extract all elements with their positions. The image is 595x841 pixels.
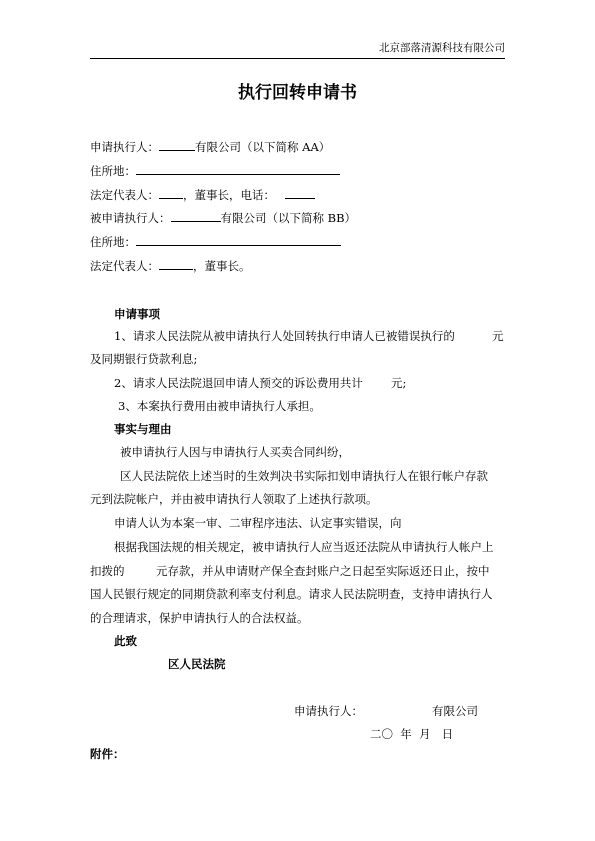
facts-paragraph: 的合理请求，保护申请执行人的合法权益。	[90, 611, 309, 625]
request-item-2: 2、请求人民法院退回申请人预交的诉讼费用共计	[114, 376, 363, 390]
rep-label: 法定代表人：	[90, 188, 159, 202]
facts-paragraph: 元存款，并从申请财产保全查封账户之日起至实际返还日止，按中	[156, 564, 490, 578]
request-item-1-unit: 元	[492, 329, 504, 343]
rep-name-blank	[159, 187, 183, 199]
signature-date: 二〇 年 月 日	[370, 727, 454, 741]
request-item-2-unit: 元;	[391, 376, 407, 390]
address-label: 住所地：	[90, 235, 136, 249]
respondent-suffix: 有限公司（以下简称 BB）	[220, 211, 357, 225]
request-item-3: 3、本案执行费用由被申请执行人承担。	[118, 399, 321, 413]
applicant-label: 申请执行人：	[90, 140, 159, 154]
facts-heading: 事实与理由	[114, 422, 172, 436]
applicant-address-line	[90, 163, 340, 179]
rep-end: ，董事长。	[193, 259, 251, 273]
facts-paragraph: 区人民法院依上述当时的生效判决书实际扣划申请执行人在银行帐户存款	[120, 469, 488, 483]
court-name: 区人民法院	[168, 657, 226, 671]
respondent-rep-line	[90, 258, 251, 274]
applicant-suffix: 有限公司（以下简称 AA）	[195, 140, 331, 154]
facts-paragraph: 国人民银行规定的同期贷款利率支付利息。请求人民法院明查，支持申请执行人	[90, 587, 493, 601]
rep-label: 法定代表人：	[90, 259, 159, 273]
address-blank	[136, 163, 340, 175]
request-item-1-cont: 及同期银行贷款利息;	[90, 352, 198, 366]
applicant-rep-line	[90, 187, 315, 203]
facts-paragraph: 被申请执行人因与申请执行人买卖合同纠纷，	[120, 445, 350, 459]
facts-paragraph: 申请人认为本案一审、二审程序违法、认定事实错误，向	[114, 516, 402, 530]
header-company: 北京部落清源科技有限公司	[379, 42, 505, 54]
respondent-name-blank	[171, 210, 221, 222]
respondent-label: 被申请执行人：	[90, 211, 171, 225]
applicant-line	[90, 139, 330, 155]
respondent-address-line	[90, 234, 341, 250]
rep-name-blank	[159, 258, 193, 270]
document-title: 执行回转申请书	[238, 83, 357, 103]
attachment-label: 附件：	[90, 747, 125, 761]
signature-company: 有限公司	[432, 704, 478, 718]
rep-mid: ，董事长，电话：	[183, 188, 275, 202]
salutation: 此致	[114, 634, 137, 648]
facts-paragraph: 根据我国法规的相关规定，被申请执行人应当返还法院从申请执行人帐户上	[114, 540, 494, 554]
facts-paragraph: 扣拨的	[90, 564, 125, 578]
address-blank	[136, 234, 341, 246]
address-label: 住所地：	[90, 164, 136, 178]
requests-heading: 申请事项	[114, 307, 160, 321]
request-item-1: 1、请求人民法院从被申请执行人处回转执行申请人已被错误执行的	[114, 329, 455, 343]
phone-blank	[285, 187, 315, 199]
facts-paragraph: 元到法院帐户，并由被申请执行人领取了上述执行款项。	[90, 492, 378, 506]
respondent-line	[90, 210, 356, 226]
applicant-name-blank	[159, 139, 195, 151]
signature-label: 申请执行人：	[294, 704, 363, 718]
header-divider	[90, 58, 505, 59]
